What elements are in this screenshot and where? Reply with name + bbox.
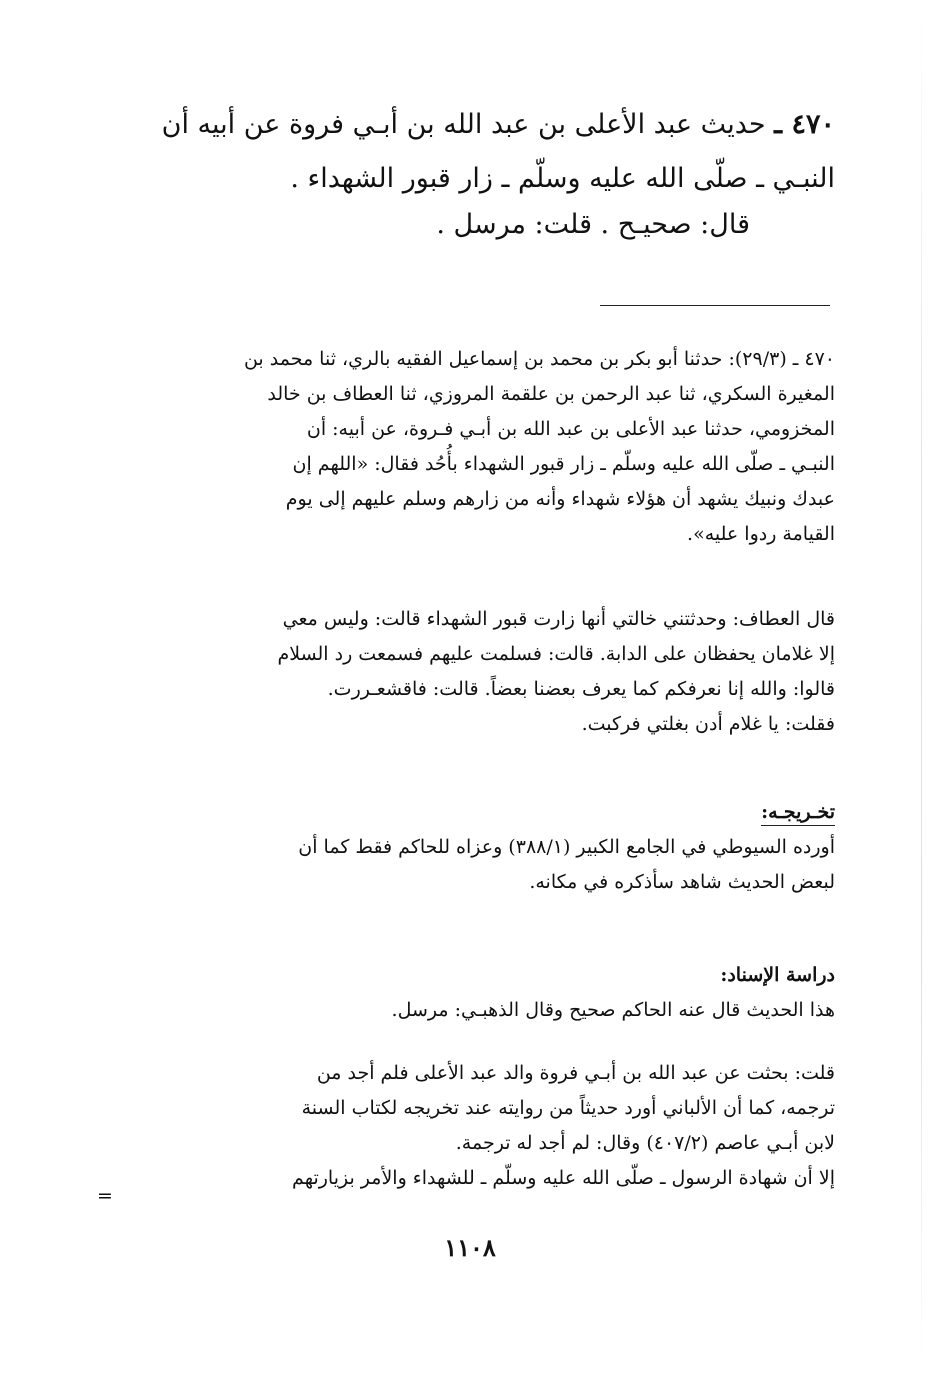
hadith-text-line-1: حديث عبد الأعلى بن عبد الله بن أبـي فروة عن أبيه أن [161, 109, 766, 140]
footnote-line: المغيرة السكري، ثنا عبد الرحمن بن علقمة المروزي، ثنا العطاف بن خالد [267, 383, 835, 405]
footnote-line: لبعض الحديث شاهد سأذكره في مكانه. [529, 871, 835, 893]
continuation-mark: = [97, 1185, 113, 1207]
footnote-line: القيامة ردوا عليه». [687, 523, 835, 545]
footnote-line: قلت: بحثت عن عبد الله بن أبـي فروة والد عبد الأعلى فلم أجد من [316, 1062, 835, 1084]
footnote-line: هذا الحديث قال عنه الحاكم صحيح وقال الذهبـي: مرسل. [391, 999, 835, 1021]
isnad-heading: دراسة الإسناد: [720, 964, 835, 986]
footnote-atta-narration [135, 602, 835, 742]
footnote-line: فقلت: يا غلام أدن بغلتي فركبت. [581, 713, 835, 735]
footnote-line: لابن أبـي عاصم (٤٠٧/٢) وقال: لم أجد له ترجمة. [455, 1132, 835, 1154]
footnote-divider [600, 305, 830, 306]
takhrij-heading: تخـريجـه: [761, 801, 835, 826]
footnote-line: ٤٧٠ ـ (٢٩/٣): حدثنا أبو بكر بن محمد بن إسماعيل الفقيه بالري، ثنا محمد بن [243, 348, 835, 370]
footnote-line: النبـي ـ صلّى الله عليه وسلّم ـ زار قبور الشهداء بأُحُد فقال: «اللهم إن [292, 453, 835, 475]
hadith-text-line-2: النبـي ـ صلّى الله عليه وسلّم ـ زار قبور الشهداء . [290, 163, 835, 194]
page-number: ١١٠٨ [444, 1233, 496, 1262]
footnote-line: عبدك ونبيك يشهد أن هؤلاء شهداء وأنه من زارهم وسلم عليهم إلى يوم [285, 488, 835, 510]
footnote-line: إلا أن شهادة الرسول ـ صلّى الله عليه وسلّم ـ للشهداء والأمر بزيارتهم [292, 1167, 835, 1189]
footnote-line: ترجمه، كما أن الألباني أورد حديثاً من روايته عند تخريجه لكتاب السنة [301, 1097, 835, 1119]
hadith-verdict: قال: صحيـح . قلت: مرسل . [436, 209, 750, 240]
footnote-line: المخزومي، حدثنا عبد الأعلى بن عبد الله بن أبـي فـروة، عن أبيه: أن [306, 418, 835, 440]
footnote-line: قالوا: والله إنا نعرفكم كما يعرف بعضنا بعضاً. قالت: فاقشعـررت. [327, 678, 835, 700]
scan-edge [921, 0, 922, 1375]
footnote-line: إلا غلامان يحفظان على الدابة. قالت: فسلمت عليهم فسمعت رد السلام [277, 643, 835, 665]
main-hadith-line-1 [135, 98, 835, 152]
takhrij-section [135, 795, 835, 900]
isnad-section [135, 958, 835, 1028]
hadith-number: ٤٧٠ ـ [774, 109, 835, 140]
author-comment-section [135, 1056, 835, 1196]
main-hadith-text [135, 98, 835, 206]
footnote-line: أورده السيوطي في الجامع الكبير (٣٨٨/١) وعزاه للحاكم فقط كما أن [298, 836, 835, 858]
footnote-hadith-chain [135, 342, 835, 552]
footnote-line: قال العطاف: وحدثتني خالتي أنها زارت قبور الشهداء قالت: وليس معي [282, 608, 835, 630]
